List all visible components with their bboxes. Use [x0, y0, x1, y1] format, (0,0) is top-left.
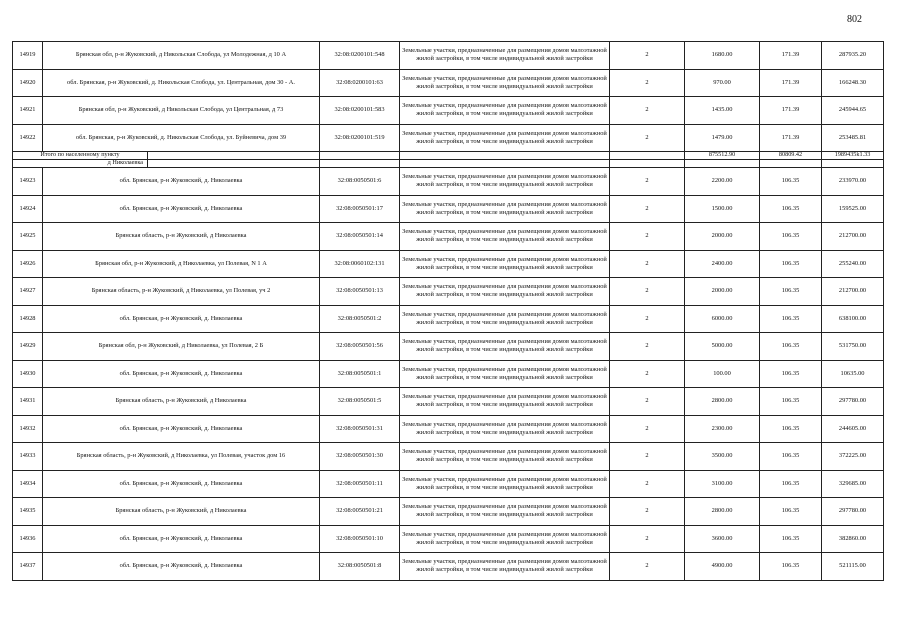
row-unit-price: 106.35: [760, 525, 822, 553]
row-cadastral-value: 244605.00: [822, 415, 884, 443]
row-number: 14928: [13, 305, 43, 333]
row-address: обл. Брянская, р-н Жуковский, д. Николаевка: [43, 305, 320, 333]
row-group-code: 2: [610, 305, 685, 333]
row-unit-price: 106.35: [760, 388, 822, 416]
row-cadastral-number: 32:08:0050501:13: [320, 278, 400, 306]
row-unit-price: 106.35: [760, 305, 822, 333]
row-group-code: 2: [610, 360, 685, 388]
row-unit-price: 106.35: [760, 443, 822, 471]
table-row: [13, 443, 884, 471]
row-group-code: 2: [610, 168, 685, 196]
row-unit-price: 106.35: [760, 415, 822, 443]
table-row: [13, 195, 884, 223]
row-unit-price: 106.35: [760, 333, 822, 361]
row-cadastral-value: 297780.00: [822, 388, 884, 416]
row-cadastral-number: 32:08:0200101:63: [320, 69, 400, 97]
table-summary-section: [13, 152, 884, 168]
row-unit-price: 106.35: [760, 195, 822, 223]
row-address: обл. Брянская, р-н Жуковский, д. Никольская Слобода, ул. Буйневича, дом 39: [43, 124, 320, 152]
row-number: 14936: [13, 525, 43, 553]
row-address: обл. Брянская, р-н Жуковский, д. Николаевка: [43, 525, 320, 553]
summary-price: 80809.42: [760, 152, 822, 160]
row-cadastral-number: 32:08:0050501:1: [320, 360, 400, 388]
row-number: 14932: [13, 415, 43, 443]
row-number: 14929: [13, 333, 43, 361]
row-address: обл. Брянская, р-н Жуковский, д. Николаевка: [43, 415, 320, 443]
summary-area: 875512.90: [685, 152, 760, 160]
summary-empty-cell: [320, 152, 400, 160]
row-address: Брянская область, р-н Жуковский, д Николаевка: [43, 498, 320, 526]
row-area: 2200.00: [685, 168, 760, 196]
table-row: [13, 223, 884, 251]
row-group-code: 2: [610, 388, 685, 416]
row-group-code: 2: [610, 250, 685, 278]
row-cadastral-number: 32:08:0050501:11: [320, 470, 400, 498]
row-land-use: Земельные участки, предназначенные для размещения домов малоэтажной жилой застройки, в том числе индивидуальной жилой застройки: [400, 223, 610, 251]
row-number: 14927: [13, 278, 43, 306]
summary-empty-cell: [400, 152, 610, 160]
table-body-second-locality: [13, 168, 884, 581]
table-row: [13, 470, 884, 498]
locality-header-row: [13, 160, 884, 168]
row-cadastral-number: 32:08:0050501:56: [320, 333, 400, 361]
table-row: [13, 360, 884, 388]
row-area: 3500.00: [685, 443, 760, 471]
row-number: 14919: [13, 42, 43, 70]
row-land-use: Земельные участки, предназначенные для размещения домов малоэтажной жилой застройки, в том числе индивидуальной жилой застройки: [400, 525, 610, 553]
row-area: 2000.00: [685, 278, 760, 306]
row-unit-price: 106.35: [760, 470, 822, 498]
row-area: 1500.00: [685, 195, 760, 223]
row-cadastral-value: 212700.00: [822, 223, 884, 251]
land-registry-table: [12, 41, 884, 581]
row-area: 1479.00: [685, 124, 760, 152]
row-unit-price: 106.35: [760, 278, 822, 306]
row-area: 1435.00: [685, 97, 760, 125]
table-row: [13, 97, 884, 125]
row-area: 2800.00: [685, 388, 760, 416]
row-cadastral-value: 233970.00: [822, 168, 884, 196]
row-cadastral-number: 32:08:0060102:131: [320, 250, 400, 278]
row-group-code: 2: [610, 69, 685, 97]
table-row: [13, 250, 884, 278]
row-land-use: Земельные участки, предназначенные для размещения домов малоэтажной жилой застройки, в том числе индивидуальной жилой застройки: [400, 97, 610, 125]
row-group-code: 2: [610, 553, 685, 581]
row-cadastral-number: 32:08:0050501:5: [320, 388, 400, 416]
summary-empty-cell: [610, 152, 685, 160]
row-cadastral-value: 159525.00: [822, 195, 884, 223]
row-group-code: 2: [610, 97, 685, 125]
summary-cost: 1989435k1.33: [822, 152, 884, 160]
table-row: [13, 525, 884, 553]
locality-empty-cell: [685, 160, 760, 168]
row-number: 14920: [13, 69, 43, 97]
row-land-use: Земельные участки, предназначенные для размещения домов малоэтажной жилой застройки, в том числе индивидуальной жилой застройки: [400, 360, 610, 388]
row-unit-price: 106.35: [760, 223, 822, 251]
row-land-use: Земельные участки, предназначенные для размещения домов малоэтажной жилой застройки, в том числе индивидуальной жилой застройки: [400, 69, 610, 97]
row-number: 14921: [13, 97, 43, 125]
row-area: 100.00: [685, 360, 760, 388]
row-group-code: 2: [610, 124, 685, 152]
row-group-code: 2: [610, 498, 685, 526]
row-address: Брянская обл, р-н Жуковский, д Никольская Слобода, ул Центральная, д 73: [43, 97, 320, 125]
row-area: 4900.00: [685, 553, 760, 581]
row-group-code: 2: [610, 195, 685, 223]
row-cadastral-number: 32:08:0050501:10: [320, 525, 400, 553]
locality-empty-cell: [822, 160, 884, 168]
table-row: [13, 69, 884, 97]
row-cadastral-number: 32:08:0200101:548: [320, 42, 400, 70]
table-row: [13, 415, 884, 443]
row-cadastral-number: 32:08:0200101:583: [320, 97, 400, 125]
row-unit-price: 106.35: [760, 360, 822, 388]
row-cadastral-value: 638100.00: [822, 305, 884, 333]
row-number: 14934: [13, 470, 43, 498]
summary-label: Итого по населенному пункту: [13, 152, 148, 160]
row-unit-price: 106.35: [760, 553, 822, 581]
table-body-first-locality: [13, 42, 884, 152]
row-cadastral-number: 32:08:0050501:14: [320, 223, 400, 251]
row-area: 5000.00: [685, 333, 760, 361]
row-area: 3100.00: [685, 470, 760, 498]
row-unit-price: 106.35: [760, 168, 822, 196]
table-row: [13, 333, 884, 361]
locality-empty-cell: [610, 160, 685, 168]
row-cadastral-value: 245944.65: [822, 97, 884, 125]
row-group-code: 2: [610, 278, 685, 306]
row-address: обл. Брянская, р-н Жуковский, д. Николаевка: [43, 360, 320, 388]
row-address: Брянская область, р-н Жуковский, д Николаевка: [43, 388, 320, 416]
row-cadastral-number: 32:08:0050501:17: [320, 195, 400, 223]
row-land-use: Земельные участки, предназначенные для размещения домов малоэтажной жилой застройки, в том числе индивидуальной жилой застройки: [400, 42, 610, 70]
row-address: обл. Брянская, р-н Жуковский, д. Николаевка: [43, 168, 320, 196]
table-row: [13, 42, 884, 70]
row-unit-price: 106.35: [760, 250, 822, 278]
row-cadastral-number: 32:08:0050501:21: [320, 498, 400, 526]
table-row: [13, 305, 884, 333]
row-cadastral-value: 329685.00: [822, 470, 884, 498]
row-cadastral-value: 372225.00: [822, 443, 884, 471]
row-number: 14933: [13, 443, 43, 471]
row-cadastral-number: 32:08:0200101:519: [320, 124, 400, 152]
locality-empty-cell: [320, 160, 400, 168]
row-number: 14930: [13, 360, 43, 388]
row-address: Брянская область, р-н Жуковский, д Николаевка: [43, 223, 320, 251]
row-cadastral-value: 253485.81: [822, 124, 884, 152]
row-number: 14924: [13, 195, 43, 223]
locality-empty-cell: [148, 160, 320, 168]
row-cadastral-number: 32:08:0050501:8: [320, 553, 400, 581]
row-address: Брянская область, р-н Жуковский, д Николаевка, ул Полевая, уч 2: [43, 278, 320, 306]
row-group-code: 2: [610, 470, 685, 498]
row-number: 14925: [13, 223, 43, 251]
row-address: обл. Брянская, р-н Жуковский, д. Николаевка: [43, 470, 320, 498]
row-unit-price: 171.39: [760, 42, 822, 70]
row-area: 6000.00: [685, 305, 760, 333]
row-group-code: 2: [610, 223, 685, 251]
row-group-code: 2: [610, 333, 685, 361]
table-row: [13, 388, 884, 416]
row-address: Брянская обл, р-н Жуковский, д Николаевка, ул Полевая, N 1 А: [43, 250, 320, 278]
row-area: 2000.00: [685, 223, 760, 251]
row-area: 2300.00: [685, 415, 760, 443]
row-cadastral-number: 32:08:0050501:30: [320, 443, 400, 471]
summary-empty-cell: [148, 152, 320, 160]
row-land-use: Земельные участки, предназначенные для размещения домов малоэтажной жилой застройки, в том числе индивидуальной жилой застройки: [400, 305, 610, 333]
row-address: обл. Брянская, р-н Жуковский, д. Николаевка: [43, 195, 320, 223]
row-land-use: Земельные участки, предназначенные для размещения домов малоэтажной жилой застройки, в том числе индивидуальной жилой застройки: [400, 278, 610, 306]
row-land-use: Земельные участки, предназначенные для размещения домов малоэтажной жилой застройки, в том числе индивидуальной жилой застройки: [400, 195, 610, 223]
summary-row: [13, 152, 884, 160]
row-cadastral-value: 382860.00: [822, 525, 884, 553]
row-land-use: Земельные участки, предназначенные для размещения домов малоэтажной жилой застройки, в том числе индивидуальной жилой застройки: [400, 415, 610, 443]
locality-empty-cell: [400, 160, 610, 168]
row-unit-price: 171.39: [760, 69, 822, 97]
table-row: [13, 498, 884, 526]
locality-empty-cell: [760, 160, 822, 168]
row-cadastral-value: 255240.00: [822, 250, 884, 278]
row-cadastral-number: 32:08:0050501:31: [320, 415, 400, 443]
row-area: 2400.00: [685, 250, 760, 278]
row-land-use: Земельные участки, предназначенные для размещения домов малоэтажной жилой застройки, в том числе индивидуальной жилой застройки: [400, 498, 610, 526]
row-area: 970.00: [685, 69, 760, 97]
table-row: [13, 278, 884, 306]
table-row: [13, 553, 884, 581]
row-number: 14923: [13, 168, 43, 196]
row-address: обл. Брянская, р-н Жуковский, д. Никольская Слобода, ул. Центральная, дом 30 - А.: [43, 69, 320, 97]
table-row: [13, 124, 884, 152]
row-unit-price: 171.39: [760, 124, 822, 152]
row-land-use: Земельные участки, предназначенные для размещения домов малоэтажной жилой застройки, в том числе индивидуальной жилой застройки: [400, 388, 610, 416]
row-unit-price: 171.39: [760, 97, 822, 125]
row-area: 2800.00: [685, 498, 760, 526]
row-cadastral-value: 287935.20: [822, 42, 884, 70]
row-number: 14922: [13, 124, 43, 152]
row-cadastral-number: 32:08:0050501:6: [320, 168, 400, 196]
row-number: 14926: [13, 250, 43, 278]
row-group-code: 2: [610, 42, 685, 70]
row-land-use: Земельные участки, предназначенные для размещения домов малоэтажной жилой застройки, в том числе индивидуальной жилой застройки: [400, 443, 610, 471]
row-cadastral-value: 10635.00: [822, 360, 884, 388]
row-land-use: Земельные участки, предназначенные для размещения домов малоэтажной жилой застройки, в том числе индивидуальной жилой застройки: [400, 124, 610, 152]
row-cadastral-value: 212700.00: [822, 278, 884, 306]
row-address: Брянская область, р-н Жуковский, д Николаевка, ул Полевая, участок дом 16: [43, 443, 320, 471]
row-area: 3600.00: [685, 525, 760, 553]
row-land-use: Земельные участки, предназначенные для размещения домов малоэтажной жилой застройки, в том числе индивидуальной жилой застройки: [400, 333, 610, 361]
row-cadastral-value: 521115.00: [822, 553, 884, 581]
row-cadastral-value: 297780.00: [822, 498, 884, 526]
page-number: 802: [847, 14, 862, 25]
locality-name: д Николаевка: [13, 160, 148, 168]
row-cadastral-value: 531750.00: [822, 333, 884, 361]
table-row: [13, 168, 884, 196]
row-group-code: 2: [610, 443, 685, 471]
row-group-code: 2: [610, 525, 685, 553]
row-number: 14931: [13, 388, 43, 416]
row-unit-price: 106.35: [760, 498, 822, 526]
row-cadastral-value: 166248.30: [822, 69, 884, 97]
row-cadastral-number: 32:08:0050501:2: [320, 305, 400, 333]
row-land-use: Земельные участки, предназначенные для размещения домов малоэтажной жилой застройки, в том числе индивидуальной жилой застройки: [400, 250, 610, 278]
row-area: 1680.00: [685, 42, 760, 70]
row-land-use: Земельные участки, предназначенные для размещения домов малоэтажной жилой застройки, в том числе индивидуальной жилой застройки: [400, 470, 610, 498]
row-address: обл. Брянская, р-н Жуковский, д. Николаевка: [43, 553, 320, 581]
row-address: Брянская обл, р-н Жуковский, д Никольская Слобода, ул Молодежная, д 10 А: [43, 42, 320, 70]
row-land-use: Земельные участки, предназначенные для размещения домов малоэтажной жилой застройки, в том числе индивидуальной жилой застройки: [400, 168, 610, 196]
row-group-code: 2: [610, 415, 685, 443]
row-address: Брянская обл, р-н Жуковский, д Николаевка, ул Полевая, 2 Б: [43, 333, 320, 361]
row-number: 14935: [13, 498, 43, 526]
row-number: 14937: [13, 553, 43, 581]
row-land-use: Земельные участки, предназначенные для размещения домов малоэтажной жилой застройки, в том числе индивидуальной жилой застройки: [400, 553, 610, 581]
